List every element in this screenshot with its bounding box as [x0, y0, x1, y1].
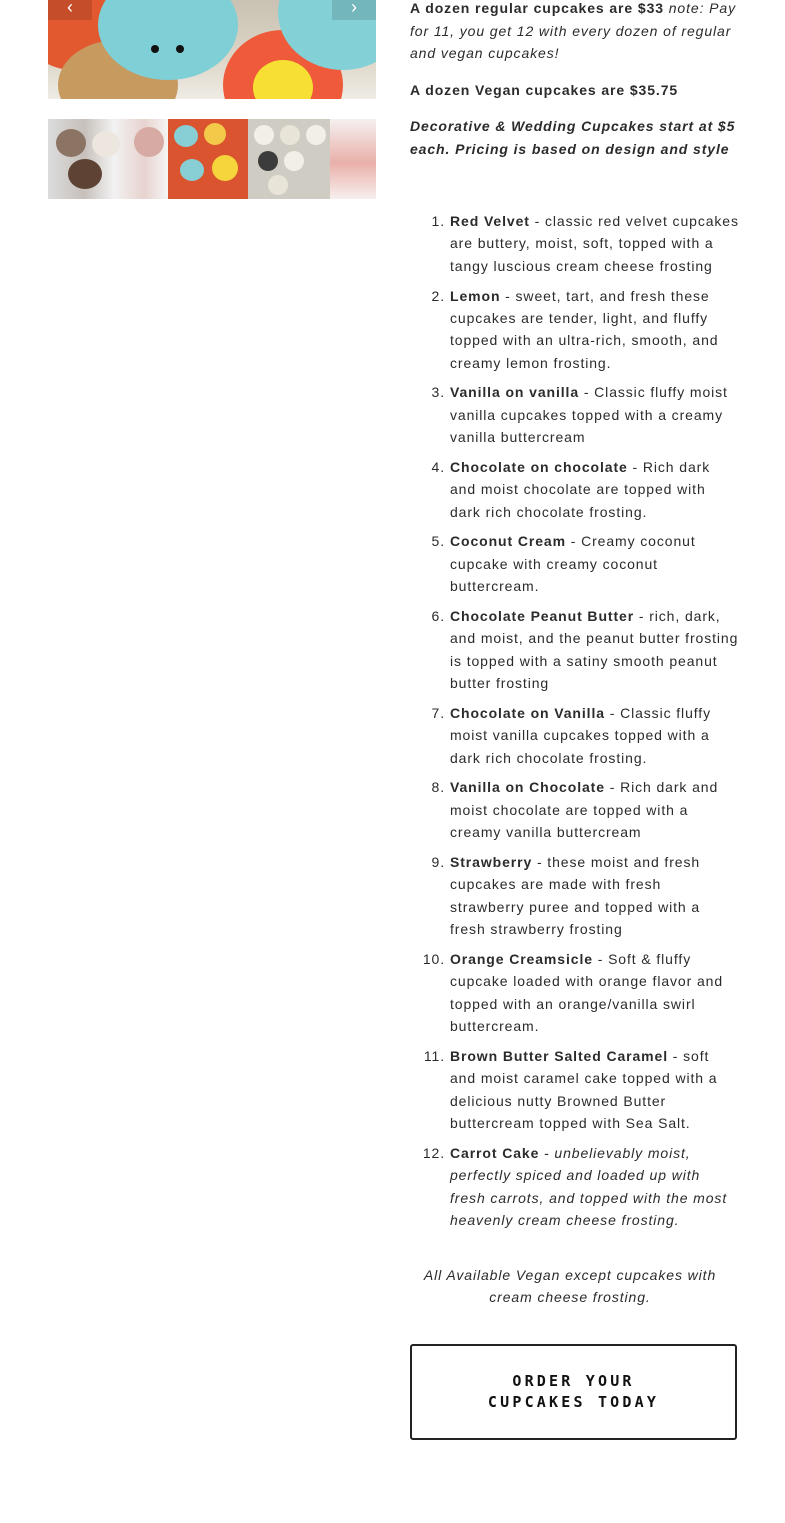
flavor-desc: - Creamy coconut cupcake with creamy coconut buttercream.	[450, 533, 696, 595]
flavor-name: Red Velvet	[450, 213, 530, 229]
flavor-name: Coconut Cream	[450, 533, 566, 550]
flavor-item	[410, 1045, 740, 1135]
flavor-desc: - Classic fluffy moist vanilla cupcakes topped with a dark rich chocolate frosting.	[450, 704, 711, 766]
chevron-left-icon: ‹	[67, 0, 73, 17]
gallery-next-button[interactable]	[332, 0, 376, 20]
flavor-item	[410, 948, 740, 1038]
order-cupcakes-button[interactable]	[410, 1344, 737, 1440]
thumb-cupcake	[92, 131, 120, 157]
thumbnail-strip	[48, 119, 376, 199]
flavor-number: 7.	[431, 704, 445, 721]
thumb-cupcake	[258, 151, 278, 171]
thumb-cupcake	[306, 125, 326, 145]
flavor-item	[410, 381, 740, 448]
thumb-cupcake	[212, 155, 238, 181]
flavor-number: 3.	[431, 384, 445, 401]
thumb-cupcake	[174, 125, 198, 147]
thumbnail-1[interactable]	[48, 119, 168, 199]
flavor-number: 1.	[431, 213, 445, 229]
flavor-desc: - Classic fluffy moist vanilla cupcakes topped with a creamy vanilla buttercream	[450, 384, 728, 446]
flavor-name: Lemon	[450, 287, 501, 304]
thumbnail-2[interactable]	[168, 119, 248, 199]
thumb-cupcake	[284, 151, 304, 171]
flavor-item	[410, 530, 740, 597]
flavor-name: Vanilla on vanilla	[450, 384, 580, 401]
flavor-number: 11.	[423, 1047, 445, 1064]
flavor-number: 2.	[431, 287, 445, 304]
flavor-name: Brown Butter Salted Caramel	[450, 1047, 669, 1064]
thumb-cupcake	[68, 159, 102, 189]
flavor-desc: - classic red velvet cupcakes are buttery, moist, soft, topped with a tangy luscious cream cheese frosting	[450, 213, 739, 274]
flavor-item	[410, 605, 740, 695]
flavor-number: 9.	[431, 853, 445, 870]
thumbnail-4[interactable]	[330, 119, 376, 199]
vegan-price	[410, 79, 740, 102]
flavor-item	[410, 702, 740, 769]
flavor-name: Chocolate Peanut Butter	[450, 607, 635, 624]
thumb-cupcake	[180, 159, 204, 181]
flavor-desc: - Rich dark and moist chocolate are topped with dark rich chocolate frosting.	[450, 458, 711, 520]
flavor-number: 12.	[422, 1144, 445, 1161]
flavor-desc: - these moist and fresh cupcakes are made with fresh strawberry puree and topped with a fresh strawberry frosting	[450, 853, 701, 938]
vegan-note: All Available Vegan except cupcakes with cream cheese frosting.	[423, 1267, 717, 1306]
vegan-price-text: A dozen Vegan cupcakes are $35.75	[410, 82, 679, 98]
flavor-desc: - Rich dark and moist chocolate are topped with a creamy vanilla buttercream	[450, 779, 719, 841]
flavor-name: Strawberry	[450, 853, 533, 870]
thumb-cupcake	[134, 127, 164, 157]
flavor-item	[410, 210, 740, 277]
gallery-prev-button[interactable]	[48, 0, 92, 20]
regular-price-note: note: Pay for 11, you get 12 with every dozen of regular and vegan cupcakes!	[410, 0, 737, 61]
thumb-cupcake	[204, 123, 226, 145]
main-product-image[interactable]	[48, 0, 376, 99]
flavor-name: Chocolate on chocolate	[450, 458, 628, 475]
flavor-name: Carrot Cake	[450, 1144, 540, 1161]
flavor-item	[410, 285, 740, 375]
thumb-cupcake	[268, 175, 288, 195]
flavor-item	[410, 851, 740, 941]
elephant-eye	[151, 45, 159, 53]
order-button-label: ORDER YOUR CUPCAKES TODAY	[487, 1372, 660, 1411]
flavor-item	[410, 1142, 740, 1232]
flavor-item	[410, 456, 740, 523]
flavor-desc: - rich, dark, and moist, and the peanut butter frosting is topped with a satiny smooth peanut butter frosting	[450, 607, 739, 692]
regular-price-text: A dozen regular cupcakes are $33	[410, 0, 664, 16]
flavor-number: 10.	[422, 950, 445, 967]
flavor-desc: - sweet, tart, and fresh these cupcakes are tender, light, and fluffy topped with an ultra-rich, smooth, and creamy lemon frosting.	[450, 287, 719, 371]
thumb-cupcake	[280, 125, 300, 145]
flavor-name: Orange Creamsicle	[450, 950, 593, 967]
thumb-cupcake	[254, 125, 274, 145]
decorative-pricing: Decorative & Wedding Cupcakes start at $5 each. Pricing is based on design and style	[410, 118, 736, 157]
flavor-desc: - unbelievably moist, perfectly spiced and loaded up with fresh carrots, and topped with the most heavenly cream cheese frosting.	[450, 1144, 728, 1228]
elephant-eye	[176, 45, 184, 53]
product-gallery	[48, 0, 376, 99]
flavor-item	[410, 776, 740, 843]
thumb-cupcake	[56, 129, 86, 157]
regular-price	[410, 0, 740, 65]
flavor-number: 6.	[431, 607, 445, 624]
flavor-name: Chocolate on Vanilla	[450, 704, 605, 721]
flavor-list	[410, 210, 740, 1239]
flavor-desc: - Soft & fluffy cupcake loaded with orange flavor and topped with an orange/vanilla swirl buttercream.	[450, 950, 724, 1035]
thumbnail-3[interactable]	[248, 119, 330, 199]
chevron-right-icon: ›	[351, 0, 357, 17]
flavor-number: 4.	[431, 458, 445, 475]
flavor-number: 8.	[431, 779, 445, 796]
flavor-name: Vanilla on Chocolate	[450, 779, 605, 796]
flavor-number: 5.	[431, 533, 445, 550]
flavor-desc: - soft and moist caramel cake topped with a delicious nutty Browned Butter buttercream topped with Sea Salt.	[450, 1047, 718, 1131]
